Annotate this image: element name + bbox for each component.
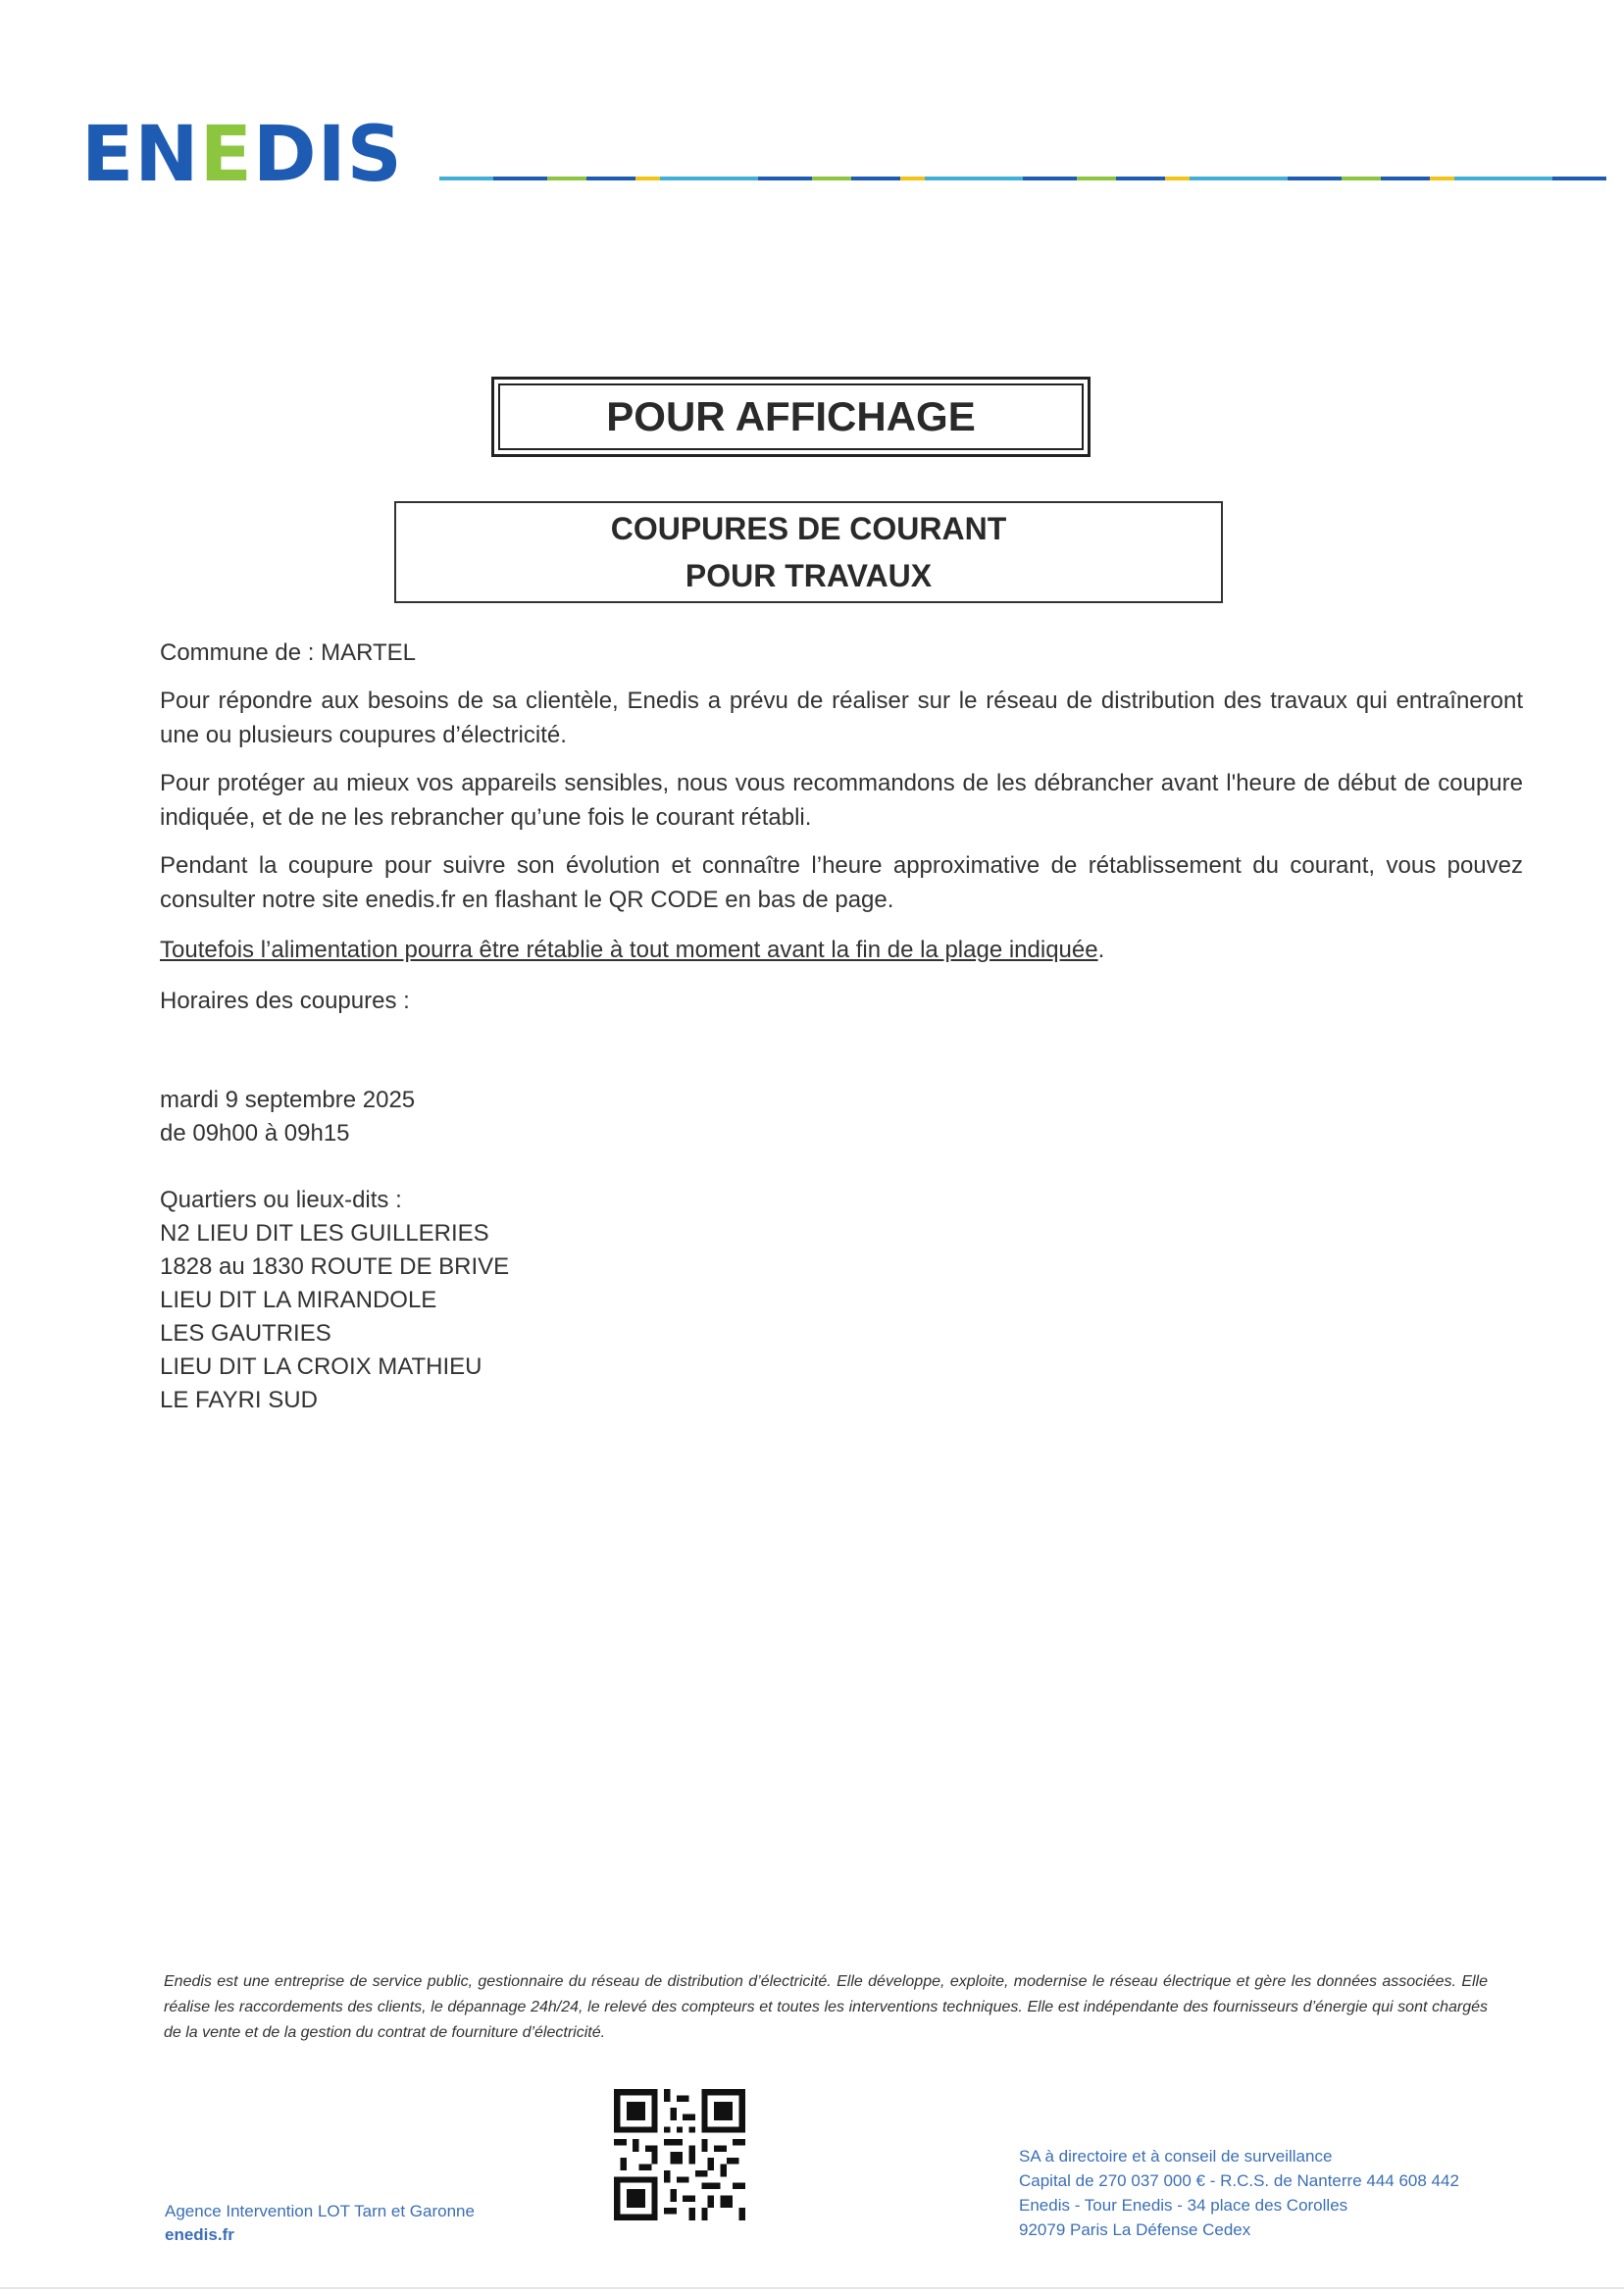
qr-code-icon[interactable] xyxy=(614,2089,745,2220)
notice-title-line2: POUR TRAVAUX xyxy=(685,558,933,593)
list-item: LE FAYRI SUD xyxy=(160,1387,318,1413)
paragraph-2: Pour protéger au mieux vos appareils sensibles, nous vous recommandons de les débrancher avant l'heure de début de coupure indiquée, et de ne les rebrancher qu’une fois le courant rétabli. xyxy=(160,770,1523,831)
warning-period: . xyxy=(1097,937,1105,963)
list-item: LIEU DIT LA MIRANDOLE xyxy=(160,1287,437,1313)
outage-time: de 09h00 à 09h15 xyxy=(160,1120,350,1147)
notice-title-line1: COUPURES DE COURANT xyxy=(610,511,1007,546)
list-item: LIEU DIT LA CROIX MATHIEU xyxy=(160,1353,482,1380)
paragraph-3: Pendant la coupure pour suivre son évolution et connaître l’heure approximative de rétablissement du courant, vous pouvez consulter notre site enedis.fr en flashant le QR CODE en bas de page. xyxy=(160,852,1523,913)
legal-line: Capital de 270 037 000 € - R.C.S. de Nanterre 444 608 442 xyxy=(1019,2171,1459,2190)
list-item: LES GAUTRIES xyxy=(160,1320,331,1347)
enedis-logo xyxy=(81,111,403,199)
places-label: Quartiers ou lieux-dits : xyxy=(160,1187,402,1213)
outage-date: mardi 9 septembre 2025 xyxy=(160,1087,416,1113)
list-item: N2 LIEU DIT LES GUILLERIES xyxy=(160,1220,489,1247)
schedule-label: Horaires des coupures : xyxy=(160,988,410,1014)
website-link[interactable]: enedis.fr xyxy=(165,2225,234,2244)
banner-title: POUR AFFICHAGE xyxy=(498,383,1084,450)
page-bottom-edge xyxy=(0,2287,1624,2289)
agency-name: Agence Intervention LOT Tarn et Garonne xyxy=(165,2202,475,2220)
warning-text: Toutefois l’alimentation pourra être rétablie à tout moment avant la fin de la plage indiquée xyxy=(160,937,1098,963)
legal-block xyxy=(1019,2144,1459,2242)
legal-line: SA à directoire et à conseil de surveillance xyxy=(1019,2147,1333,2166)
notice-title-box xyxy=(394,501,1223,603)
company-description: Enedis est une entreprise de service public, gestionnaire du réseau de distribution d’électricité. Elle développe, exploite, modernise le réseau électrique et gère les données associées. Elle réalise les raccordements des clients, le dépannage 24h/24, le relevé des compteurs et toutes les interventions techniques. Elle est indépendante des fournisseurs d’énergie qui sont chargés de la vente et de la gestion du contrat de fourniture d’électricité. xyxy=(164,1973,1488,2041)
paragraph-1: Pour répondre aux besoins de sa clientèle, Enedis a prévu de réaliser sur le réseau de distribution des travaux qui entraîneront une ou plusieurs coupures d’électricité. xyxy=(160,688,1523,748)
banner-box xyxy=(491,377,1091,457)
list-item: 1828 au 1830 ROUTE DE BRIVE xyxy=(160,1253,510,1280)
logo-wordmark: ENEDIS xyxy=(81,111,403,199)
agency-block xyxy=(165,2200,475,2247)
legal-line: Enedis - Tour Enedis - 34 place des Corolles xyxy=(1019,2196,1348,2215)
commune-line: Commune de : MARTEL xyxy=(160,639,416,666)
legal-line: 92079 Paris La Défense Cedex xyxy=(1019,2220,1251,2239)
warning-line xyxy=(160,933,1523,967)
header-color-rule xyxy=(439,177,1606,180)
